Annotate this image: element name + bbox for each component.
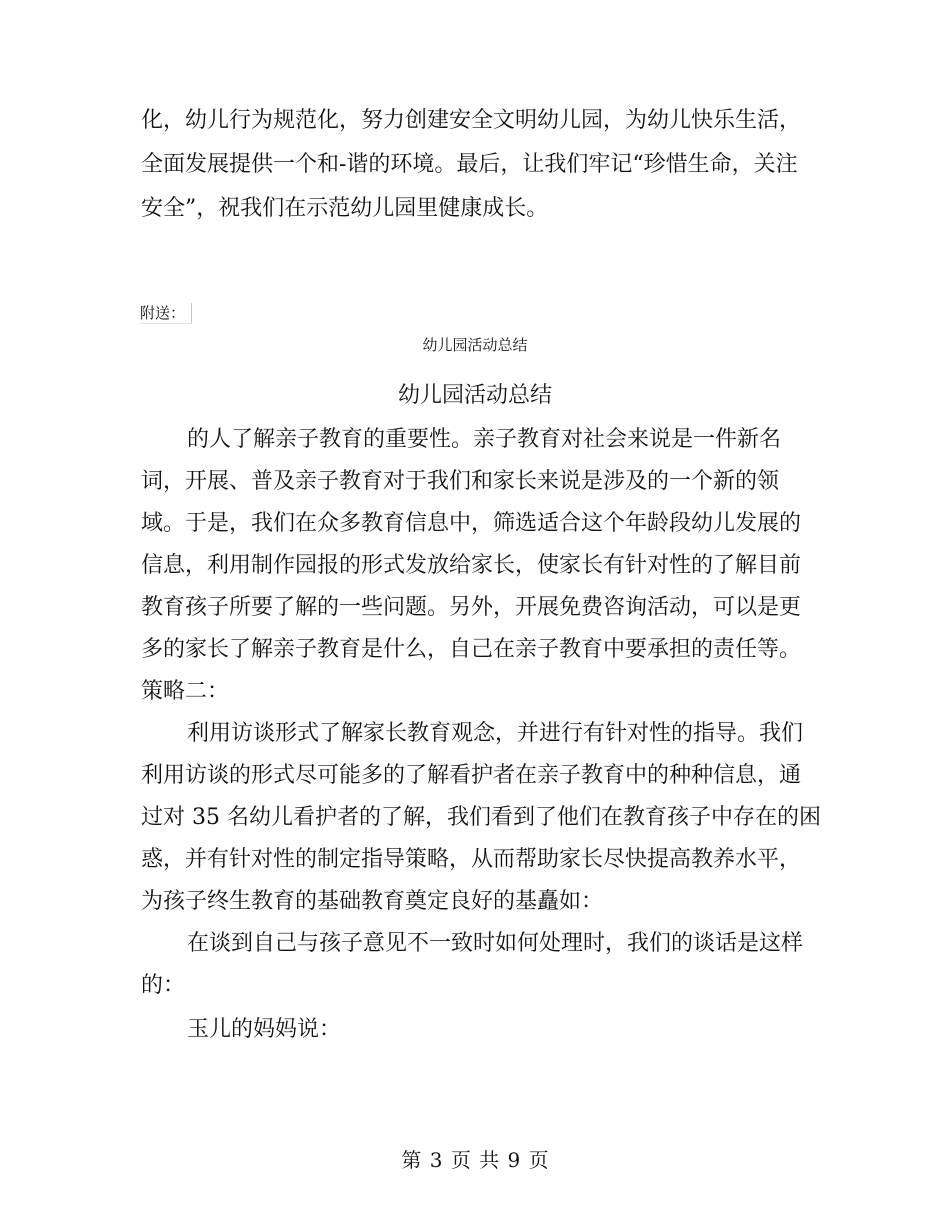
attachment-label: 附送： xyxy=(140,303,192,324)
body-text-line: 安全”，祝我们在示范幼儿园里健康成长。 xyxy=(141,196,549,221)
body-text-line: 多的家长了解亲子教育是什么，自己在亲子教育中要承担的责任等。 xyxy=(141,637,802,662)
body-text-line: 教育孩子所要了解的一些问题。另外，开展免费咨询活动，可以是更 xyxy=(141,595,802,620)
body-text-line: 在谈到自己与孩子意见不一致时如何处理时，我们的谈话是这样 xyxy=(187,931,804,956)
section-label: 策略二： xyxy=(141,679,230,704)
small-heading: 幼儿园活动总结 xyxy=(422,336,528,354)
body-text-line: 全面发展提供一个和-谐的环境。最后，让我们牢记“珍惜生命，关注 xyxy=(141,152,798,177)
body-text-line: 玉儿的妈妈说： xyxy=(187,1017,342,1042)
page-number-footer: 第 3 页 共 9 页 xyxy=(401,1148,549,1172)
body-text-line: 利用访谈的形式尽可能多的了解看护者在亲子教育中的种种信息，通 xyxy=(141,763,802,788)
body-text-line: 为孩子终生教育的基础教育奠定良好的基矗如： xyxy=(141,889,604,914)
body-text-line: 的： xyxy=(141,973,186,998)
body-text-line: 域。于是，我们在众多教育信息中，筛选适合这个年龄段幼儿发展的 xyxy=(141,511,802,536)
body-text-line: 的人了解亲子教育的重要性。亲子教育对社会来说是一件新名 xyxy=(187,427,782,452)
page-title: 幼儿园活动总结 xyxy=(397,383,552,408)
body-text-line: 化，幼儿行为规范化，努力创建安全文明幼儿园，为幼儿快乐生活， xyxy=(141,108,802,133)
body-text-line: 惑，并有针对性的制定指导策略，从而帮助家长尽快提高教养水平， xyxy=(141,847,802,872)
body-text-line: 词，开展、普及亲子教育对于我们和家长来说是涉及的一个新的领 xyxy=(141,469,780,494)
body-text-line: 过对 35 名幼儿看护者的了解，我们看到了他们在教育孩子中存在的困 xyxy=(141,805,821,830)
body-text-line: 信息，利用制作园报的形式发放给家长，使家长有针对性的了解目前 xyxy=(141,553,802,578)
body-text-line: 利用访谈形式了解家长教育观念，并进行有针对性的指导。我们 xyxy=(187,721,804,746)
